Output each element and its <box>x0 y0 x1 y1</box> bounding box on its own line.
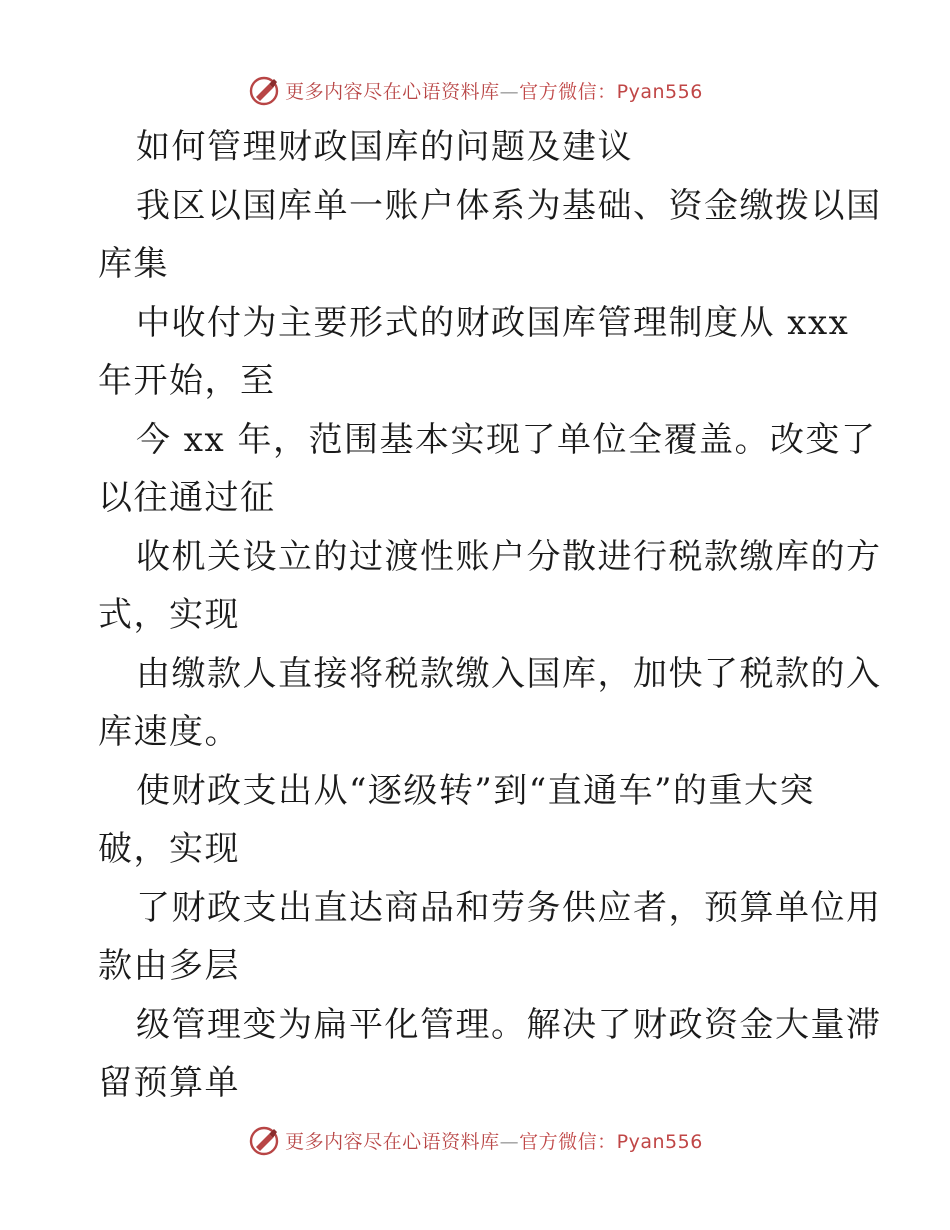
pen-logo-icon <box>247 73 281 107</box>
footer-watermark-banner <box>0 1120 950 1160</box>
paragraph-line: 由缴款人直接将税款缴入国库，加快了税款的入 <box>136 653 882 694</box>
paragraph-line: 留预算单 <box>98 1063 240 1103</box>
paragraph-line: 以往通过征 <box>98 478 276 518</box>
paragraph-line: 使财政支出从“逐级转”到“直通车”的重大突 <box>136 770 816 811</box>
pen-logo-icon <box>247 1123 281 1157</box>
paragraph-line: 我区以国库单一账户体系为基础、资金缴拨以国 <box>136 185 882 226</box>
paragraph-line: 今 xx 年，范围基本实现了单位全覆盖。改变了 <box>136 419 877 460</box>
watermark-wechat: 官方微信：Pyan556 <box>519 1130 703 1153</box>
paragraph-line: 年开始，至 <box>98 361 276 401</box>
paragraph-line: 收机关设立的过渡性账户分散进行税款缴库的方 <box>136 536 882 577</box>
document-title: 如何管理财政国库的问题及建议 <box>136 127 633 167</box>
paragraph-line: 中收付为主要形式的财政国库管理制度从 xxx <box>136 302 850 343</box>
paragraph-line: 了财政支出直达商品和劳务供应者，预算单位用 <box>136 887 882 928</box>
watermark-text <box>285 77 703 104</box>
watermark-dash: — <box>499 1130 520 1153</box>
paragraph-line: 款由多层 <box>98 946 240 986</box>
watermark-left: 更多内容尽在心语资料库 <box>285 80 500 103</box>
header-watermark-banner <box>0 70 950 110</box>
watermark-dash: — <box>499 80 520 103</box>
watermark-wechat: 官方微信：Pyan556 <box>519 80 703 103</box>
paragraph-line: 库集 <box>98 244 169 284</box>
paragraph-line: 级管理变为扁平化管理。解决了财政资金大量滞 <box>136 1004 882 1045</box>
document-body <box>98 118 882 1113</box>
paragraph-line: 式，实现 <box>98 595 240 635</box>
paragraph-line: 库速度。 <box>98 712 240 752</box>
watermark-left: 更多内容尽在心语资料库 <box>285 1130 500 1153</box>
watermark-text <box>285 1127 703 1154</box>
paragraph-line: 破，实现 <box>98 829 240 869</box>
